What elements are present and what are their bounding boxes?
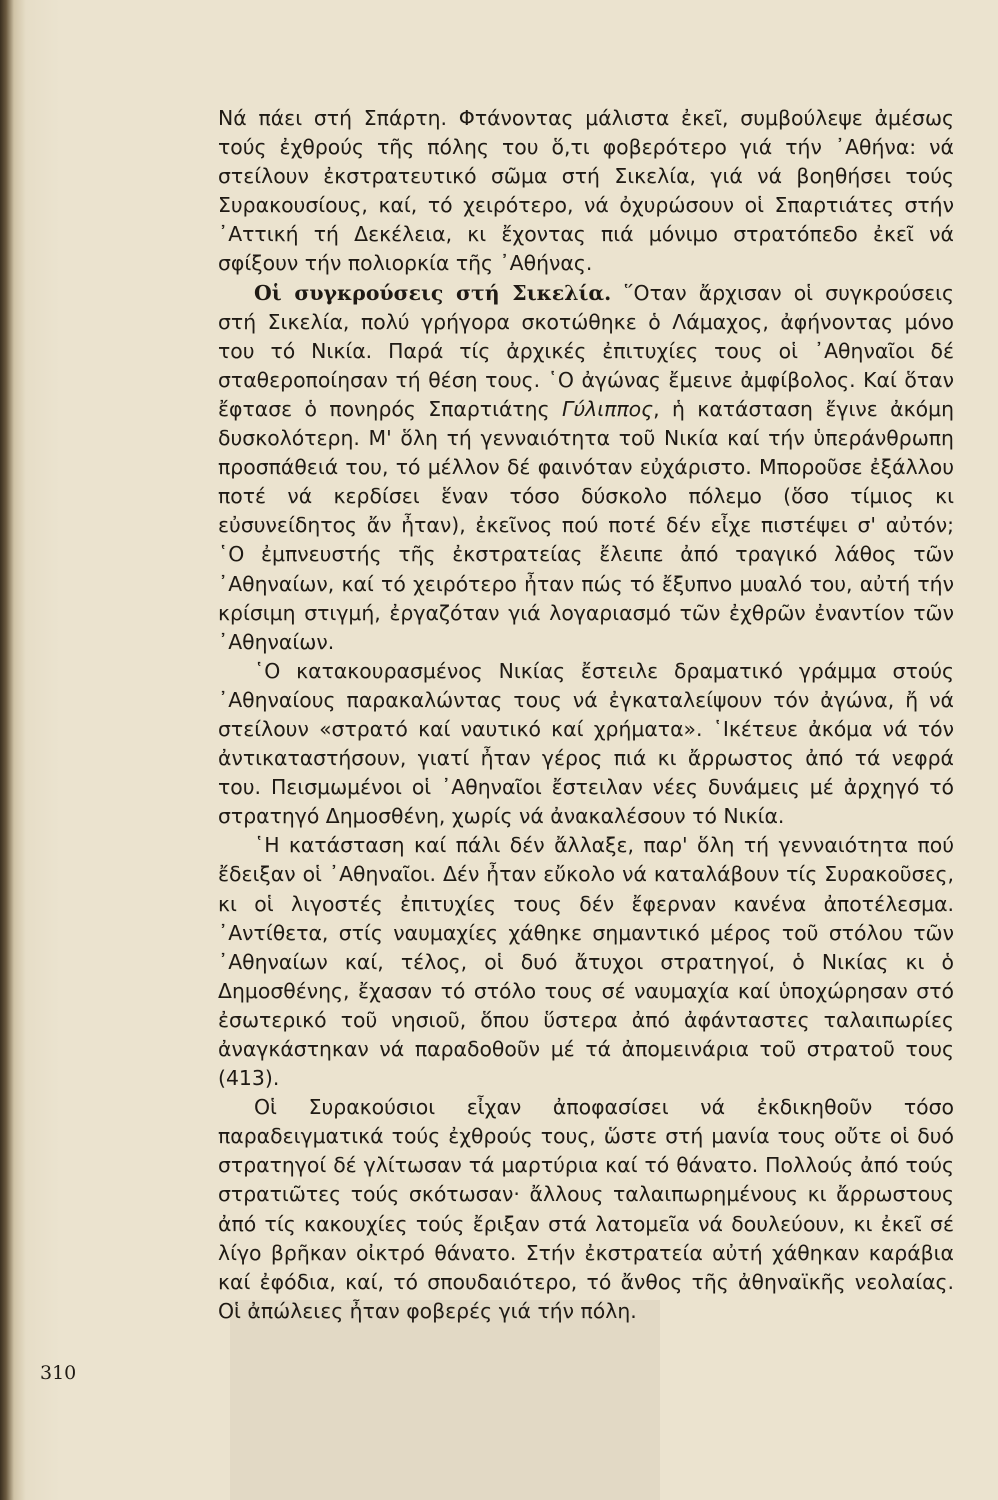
paragraph-2-text-a: ῞Οταν ἄρχισαν οἱ συγκρούσεις στή Σικελία, πολύ γρήγορα σκοτώθηκε ὁ Λάμαχος, ἀφήνοντας μόνο του τό Νικία. Παρά τίς ἀρχικές ἐπιτυχίες τους οἱ ᾿Αθηναῖοι δέ σταθεροποίησαν τή θέση τους. ῾Ο ἀγώνας ἔμεινε ἀμφίβολος. Καί ὅταν ἔφτασε ὁ πονηρός Σπαρτιάτης <box>218 280 955 421</box>
body-text <box>218 104 954 1326</box>
paragraph-1 <box>218 104 954 279</box>
paragraph-5 <box>218 1093 954 1326</box>
paragraph-2-text-b: , ἡ κατάσταση ἔγινε ἀκόμη δυσκολότερη. Μ' ὅλη τή γενναιότητα τοῦ Νικία καί τήν ὑπεράνθρωπη προσπάθειά του, τό μέλλον δέ φαινόταν εὐχάριστο. Μποροῦσε ἐξάλλου ποτέ νά κερδίσει ἕναν τόσο δύσκολο πόλεμο (ὅσο τίμιος κι εὐσυνείδητος ἄν ἦταν), ἐκεῖνος πού ποτέ δέν εἶχε πιστέψει σ' αὐτόν; ῾Ο ἐμπνευστής τῆς ἐκστρατείας ἔλειπε ἀπό τραγικό λάθος τῶν ᾿Αθηναίων, καί τό χειρότερο ἦταν πώς τό ἔξυπνο μυαλό του, αὐτή τήν κρίσιμη στιγμή, ἐργαζόταν γιά λογαριασμό τῶν ἐχθρῶν ἐναντίον τῶν ᾿Αθηναίων. <box>218 396 954 654</box>
section-heading: Οἱ συγκρούσεις στή Σικελία. <box>254 280 612 305</box>
paragraph-1-text: Νά πάει στή Σπάρτη. Φτάνοντας μάλιστα ἐκεῖ, συμβούλεψε ἀμέσως τούς ἐχθρούς τῆς πόλης του ὅ,τι φοβερότερο γιά τήν ᾿Αθήνα: νά στείλουν ἐκστρατευτικό σῶμα στή Σικελία, γιά νά βοηθήσει τούς Συρακουσίους, καί, τό χειρότερο, νά ὀχυρώσουν οἱ Σπαρτιάτες στήν ᾿Αττική τή Δεκέλεια, κι ἔχοντας πιά μόνιμο στρατόπεδο ἐκεῖ νά σφίξουν τήν πολιορκία τῆς ᾿Αθήνας. <box>218 106 954 276</box>
paragraph-3 <box>218 657 954 832</box>
page-number: 310 <box>40 1362 77 1384</box>
paragraph-5-text: Οἱ Συρακούσιοι εἶχαν ἀποφασίσει νά ἐκδικηθοῦν τόσο παραδειγματικά τούς ἐχθρούς τους, ὥστε στή μανία τους οὔτε οἱ δυό στρατηγοί δέ γλίτωσαν τά μαρτύρια καί τό θάνατο. Πολλούς ἀπό τούς στρατιῶτες τούς σκότωσαν· ἄλλους ταλαιπωρημένους κι ἄρρωστους ἀπό τίς κακουχίες τούς ἔριξαν στά λατομεῖα νά δουλεύουν, κι ἐκεῖ σέ λίγο βρῆκαν οἰκτρό θάνατο. Στήν ἐκστρατεία αὐτή χάθηκαν καράβια καί ἐφόδια, καί, τό σπουδαιότερο, τό ἄνθος τῆς ἀθηναϊκῆς νεολαίας. Οἱ ἀπώλειες ἦταν φοβερές γιά τήν πόλη. <box>218 1095 954 1323</box>
paragraph-4-text: ῾Η κατάσταση καί πάλι δέν ἄλλαξε, παρ' ὅλη τή γενναιότητα πού ἔδειξαν οἱ ᾿Αθηναῖοι. Δέν ἦταν εὔκολο νά καταλάβουν τίς Συρακοῦσες, κι οἱ λιγοστές ἐπιτυχίες τους δέν ἔφερναν κανένα ἀποτέλεσμα. ᾿Αντίθετα, στίς ναυμαχίες χάθηκε σημαντικό μέρος τοῦ στόλου τῶν ᾿Αθηναίων καί, τέλος, οἱ δυό ἄτυχοι στρατηγοί, ὁ Νικίας κι ὁ Δημοσθένης, ἔχασαν τό στόλο τους σέ ναυμαχία καί ὑποχώρησαν στό ἐσωτερικό τοῦ νησιοῦ, ὅπου ὕστερα ἀπό ἀφάνταστες ταλαιπωρίες ἀναγκάστηκαν νά παραδοθοῦν μέ τά ἀπομεινάρια τοῦ στρατοῦ τους (413). <box>218 833 954 1091</box>
paragraph-2 <box>218 279 954 657</box>
show-through-shadow <box>230 1300 660 1500</box>
paragraph-2-italic-name: Γύλιππος <box>561 396 654 421</box>
paragraph-4 <box>218 831 954 1093</box>
paragraph-3-text: ῾Ο κατακουρασμένος Νικίας ἔστειλε δραματικό γράμμα στούς ᾿Αθηναίους παρακαλώντας τους νά ἐγκαταλείψουν τόν ἀγώνα, ἤ νά στείλουν «στρατό καί ναυτικό καί χρήματα». ῾Ικέτευε ἀκόμα νά τόν ἀντικαταστήσουν, γιατί ἦταν γέρος πιά κι ἄρρωστος ἀπό τά νεφρά του. Πεισμωμένοι οἱ ᾿Αθηναῖοι ἔστειλαν νέες δυνάμεις μέ ἀρχηγό τό στρατηγό Δημοσθένη, χωρίς νά ἀνακαλέσουν τό Νικία. <box>218 658 954 829</box>
